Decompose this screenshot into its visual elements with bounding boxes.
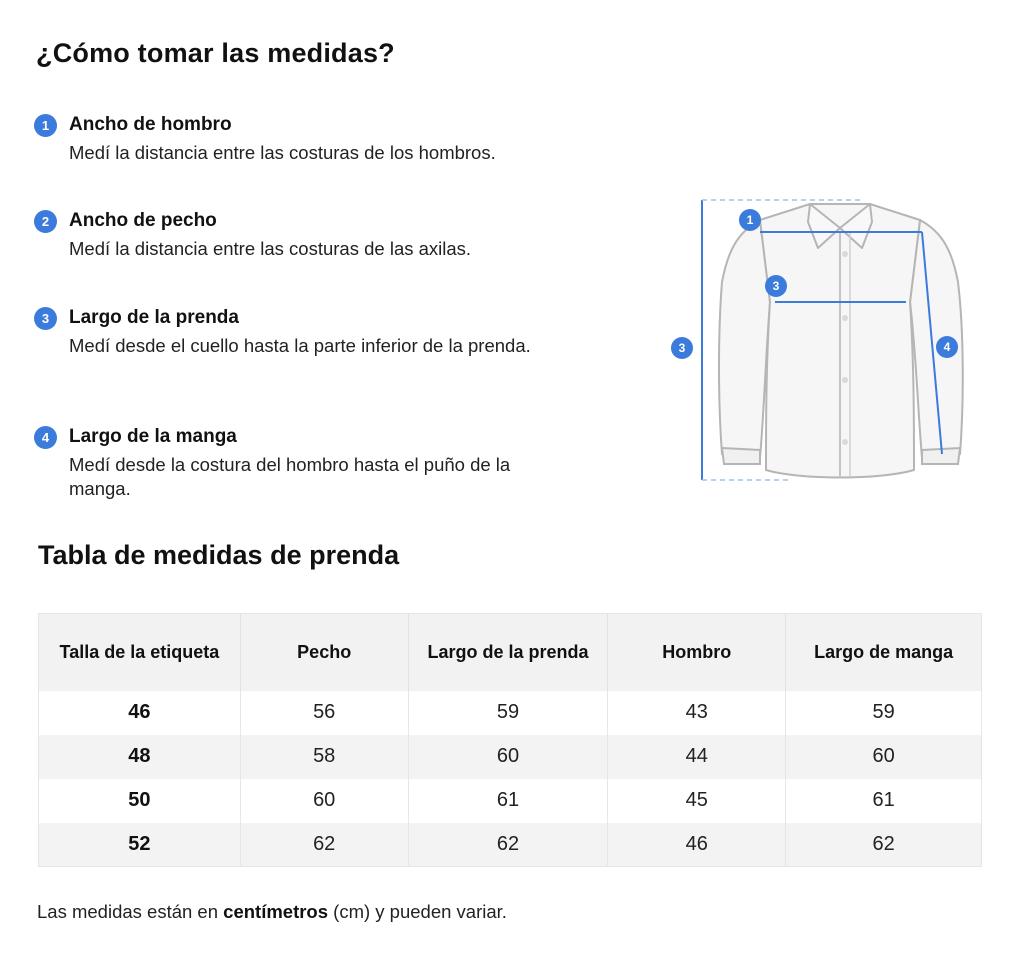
shirt-right-sleeve [910, 220, 963, 458]
cell-size: 52 [39, 823, 241, 867]
cell-size: 46 [39, 691, 241, 735]
step-description: Medí desde la costura del hombro hasta el puño de la manga. [69, 454, 511, 499]
shirt-diagram [660, 192, 980, 492]
guide-title: ¿Cómo tomar las medidas? [36, 38, 395, 68]
step-sleeve-length [34, 424, 539, 501]
footnote-unit: centímetros [223, 901, 329, 922]
step-title: Largo de la manga [69, 426, 237, 447]
step-number-badge: 1 [34, 114, 57, 137]
step-description: Medí desde el cuello hasta la parte inferior de la prenda. [69, 335, 531, 356]
step-title: Largo de la prenda [69, 307, 239, 328]
cell-sleeve: 59 [872, 701, 895, 723]
cell-chest: 62 [240, 823, 408, 867]
table-row [39, 779, 982, 823]
step-description: Medí la distancia entre las costuras de las axilas. [69, 238, 472, 259]
cell-chest: 56 [240, 691, 408, 735]
cell-sleeve: 62 [786, 823, 982, 867]
cell-length: 62 [408, 823, 608, 867]
cell-length: 60 [408, 735, 608, 779]
step-shoulder [34, 112, 539, 165]
footnote-prefix: Las medidas están en [37, 901, 224, 922]
units-footnote [37, 901, 507, 923]
marker-3-label: 3 [772, 279, 780, 293]
column-header-size: Talla de la etiqueta [39, 614, 241, 691]
cell-chest: 58 [240, 735, 408, 779]
table-row [39, 691, 982, 735]
column-header-sleeve: Largo de manga [786, 614, 982, 691]
table-row [39, 823, 982, 867]
step-number-badge: 3 [34, 307, 57, 330]
cell-shoulder: 43 [608, 691, 786, 735]
step-number-badge: 2 [34, 210, 57, 233]
cell-length: 61 [408, 779, 608, 823]
marker-1-label: 1 [746, 213, 754, 227]
size-table [38, 613, 982, 867]
step-description: Medí la distancia entre las costuras de los hombros. [69, 142, 496, 163]
shirt-left-cuff [722, 448, 760, 464]
cell-shoulder: 44 [608, 735, 786, 779]
cell-size: 50 [39, 779, 241, 823]
table-header-row [39, 614, 982, 691]
step-title: Ancho de pecho [69, 210, 217, 231]
column-header-chest: Pecho [240, 614, 408, 691]
cell-sleeve: 60 [786, 735, 982, 779]
cell-shoulder: 45 [608, 779, 786, 823]
shirt-left-sleeve [719, 220, 770, 458]
cell-sleeve: 61 [872, 789, 895, 811]
marker-4-label: 4 [943, 340, 951, 354]
column-header-shoulder: Hombro [608, 614, 786, 691]
footnote-suffix: (cm) y pueden variar. [328, 901, 507, 922]
step-number-badge: 4 [34, 426, 57, 449]
marker-3-label: 3 [678, 341, 686, 355]
step-chest [34, 208, 539, 261]
cell-chest: 60 [240, 779, 408, 823]
column-header-length: Largo de la prenda [408, 614, 608, 691]
table-row [39, 735, 982, 779]
table-title: Tabla de medidas de prenda [38, 540, 400, 570]
cell-size: 48 [39, 735, 241, 779]
step-title: Ancho de hombro [69, 114, 232, 135]
cell-length: 59 [408, 691, 608, 735]
step-garment-length [34, 305, 539, 358]
cell-shoulder: 46 [608, 823, 786, 867]
